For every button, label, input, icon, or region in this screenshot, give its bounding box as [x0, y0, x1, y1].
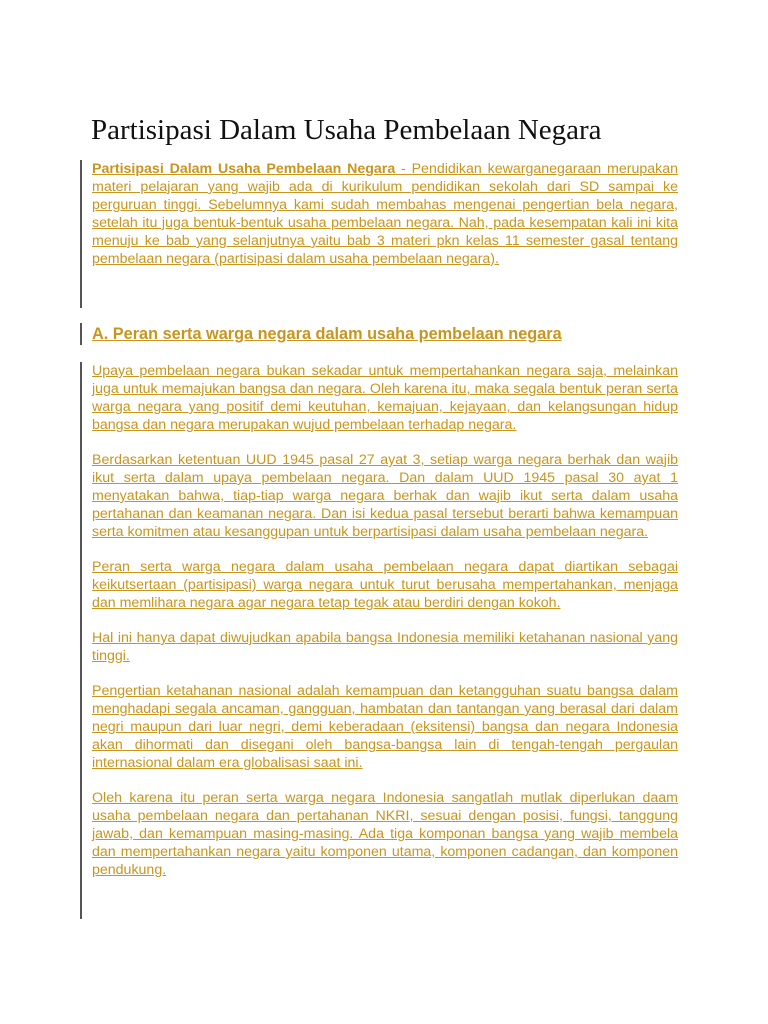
intro-title-link[interactable]: Partisipasi Dalam Usaha Pembelaan Negara: [92, 161, 396, 177]
section-heading-block: [80, 323, 678, 345]
body-paragraph[interactable]: Peran serta warga negara dalam usaha pembelaan negara dapat diartikan sebagai keikutsertaan (partisipasi) warga negara untuk turut berusaha mempertahankan, menjaga dan memlihara negara agar negara tetap tegak atau berdiri dengan kokoh.: [92, 559, 678, 611]
intro-paragraph: [82, 160, 678, 268]
section-heading[interactable]: A. Peran serta warga negara dalam usaha pembelaan negara: [92, 325, 562, 343]
body-paragraph[interactable]: Berdasarkan ketentuan UUD 1945 pasal 27 ayat 3, setiap warga negara berhak dan wajib ikut serta dalam upaya pembelaan negara. Dan dalam UUD 1945 pasal 30 ayat 1 menyatakan bahwa, tiap-tiap warga negara berhak dan wajib ikut serta dalam usaha pertahanan dan keamanan negara. Dan isi kedua pasal tersebut berarti bahwa kemampuan serta komitmen atau kesanggupan untuk berpartisipasi dalam usaha pembelaan negara.: [92, 452, 678, 540]
section-body-block: [80, 362, 678, 919]
page-title: Partisipasi Dalam Usaha Pembelaan Negara: [91, 114, 602, 146]
body-paragraph[interactable]: Pengertian ketahanan nasional adalah kemampuan dan ketangguhan suatu bangsa dalam menghadapi segala ancaman, gangguan, hambatan dan tantangan yang berasal dari dalam negri maupun dari luar negri, demi keberadaan (eksitensi) bangsa dan negara Indonesia akan dihormati dan disegani oleh bangsa-bangsa lain di tengah-tengah pergaulan internasional dalam era globalisasi saat ini.: [92, 683, 678, 771]
intro-block: [80, 160, 678, 308]
intro-text[interactable]: - Pendidikan kewarganegaraan merupakan materi pelajaran yang wajib ada di kurikulum pendidikan sekolah dari SD sampai ke perguruan tinggi. Sebelumnya kami sudah membahas mengenai pengertian bela negara, setelah itu juga bentuk-bentuk usaha pembelaan negara. Nah, pada kesempatan kali ini kita menuju ke bab yang selanjutnya yaitu bab 3 materi pkn kelas 11 semester gasal tentang pembelaan negara (partisipasi dalam usaha pembelaan negara).: [92, 161, 678, 267]
body-paragraph[interactable]: Hal ini hanya dapat diwujudkan apabila bangsa Indonesia memiliki ketahanan nasional yang tinggi.: [92, 630, 678, 664]
body-paragraph[interactable]: Upaya pembelaan negara bukan sekadar untuk mempertahankan negara saja, melainkan juga untuk memajukan bangsa dan negara. Oleh karena itu, maka segala bentuk peran serta warga negara yang positif demi keutuhan, kemajuan, kejayaan, dan kelangsungan hidup bangsa dan negara merupakan wujud pembelaan terhadap negara.: [92, 363, 678, 433]
body-paragraph[interactable]: Oleh karena itu peran serta warga negara Indonesia sangatlah mutlak diperlukan daam usaha pembelaan negara dan pertahanan NKRI, sesuai dengan posisi, fungsi, tanggung jawab, dan kemampuan masing-masing. Ada tiga komponan bangsa yang wajib membela dan mempertahankan negara yaitu komponen utama, komponen cadangan, dan komponen pendukung.: [92, 790, 678, 878]
